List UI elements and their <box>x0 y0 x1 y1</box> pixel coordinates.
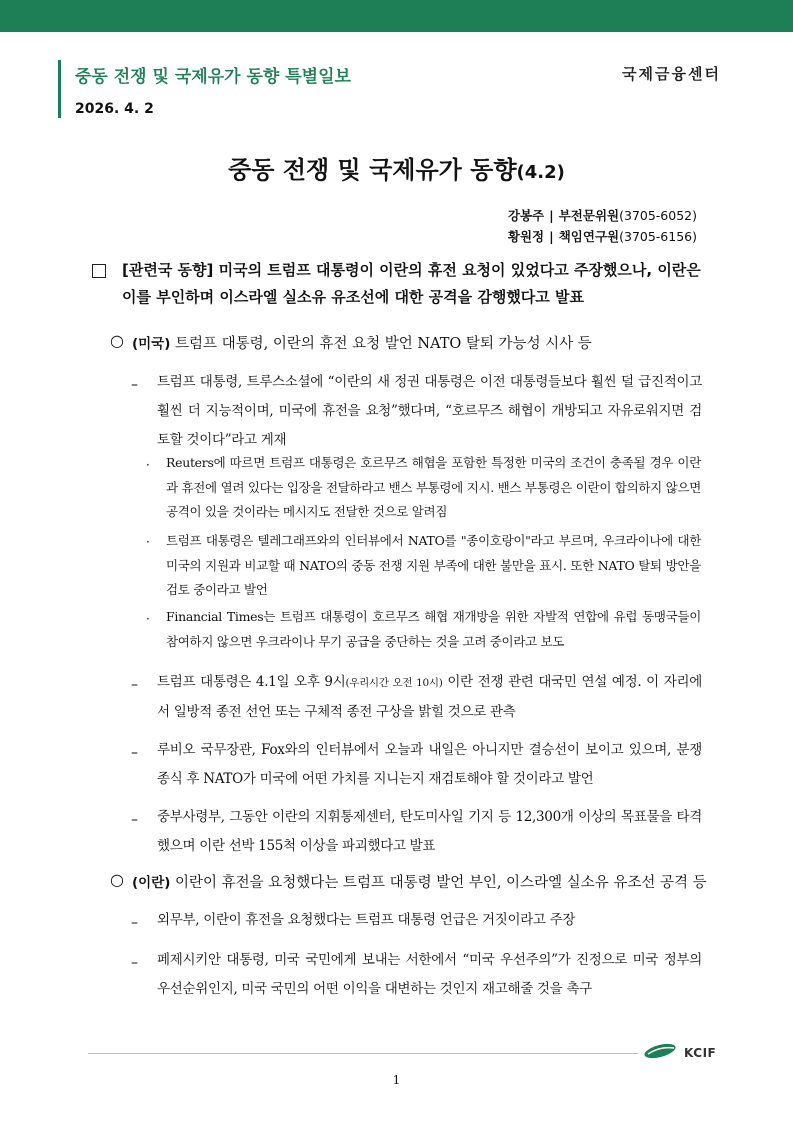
author-phone: (3705-6156) <box>619 229 697 244</box>
page-number: 1 <box>392 1073 401 1087</box>
author-role: 책임연구원 <box>558 229 620 244</box>
section-tag: (이란) <box>132 875 171 891</box>
author-phone: (3705-6052) <box>619 208 697 223</box>
section-heading-iran <box>132 871 707 892</box>
author-line <box>508 205 697 226</box>
list-item: 외무부, 이란이 휴전을 요청했다는 트럼프 대통령 언급은 거짓이라고 주장 <box>157 912 576 928</box>
lead-summary: [관련국 동향] 미국의 트럼프 대통령이 이란의 휴전 요청이 있었다고 주장했으나, 이란은 이를 부인하며 이스라엘 실소유 유조선에 대한 공격을 감행했다고 발표 <box>122 261 701 306</box>
list-item-text: 트럼프 대통령은 4.1일 오후 9시 <box>157 674 346 690</box>
list-item: 루비오 국무장관, Fox와의 인터뷰에서 오늘과 내일은 아니지만 결승선이 보이고 있으며, 분쟁 종식 후 NATO가 미국에 어떤 가치를 지니는지 재검토해야 할 것이라고 발언 <box>157 742 702 787</box>
sub-list-item: Reuters에 따르면 트럼프 대통령은 호르무즈 해협을 포함한 특정한 미국의 조건이 충족될 경우 이란과 휴전에 열려 있다는 입장을 전달하라고 밴스 부통령에 지시. 밴스 부통령은 이란이 합의하지 않으면 공격이 있을 것이라는 메시지도 전달한 것으로 알려짐 <box>166 455 701 519</box>
author-role: 부전문위원 <box>558 208 620 223</box>
kcif-logo-icon <box>642 1042 678 1064</box>
author-name: 황원정 <box>507 229 545 244</box>
dash-bullet-icon: – <box>131 377 138 393</box>
document-title <box>0 150 793 185</box>
report-series-title: 중동 전쟁 및 국제유가 동향 특별일보 <box>75 67 351 87</box>
dash-bullet-icon: – <box>131 812 138 828</box>
report-date: 2026. 4. 2 <box>75 101 154 117</box>
square-bullet-icon <box>92 264 106 278</box>
list-item: 페제시키안 대통령, 미국 국민에게 보내는 서한에서 “미국 우선주의”가 진정으로 미국 정부의 우선순위인지, 미국 국민의 어떤 이익을 대변하는 것인지 재고해줄 것을 촉구 <box>157 952 702 997</box>
organization-name: 국제금융센터 <box>622 65 721 83</box>
top-color-bar <box>0 0 793 32</box>
sub-list-item: Financial Times는 트럼프 대통령이 호르무즈 해협 재개방을 위한 자발적 연합에 유럽 동맹국들이 참여하지 않으면 우크라이나 무기 공급을 중단하는 것을 고려 중이라고 보도 <box>166 609 701 649</box>
dash-bullet-icon: – <box>131 745 138 761</box>
dash-bullet-icon: – <box>131 677 138 693</box>
list-item-small-note: (우리시간 오전 10시) <box>345 677 443 689</box>
dot-bullet-icon: · <box>146 535 150 549</box>
section-tag: (미국) <box>132 336 171 352</box>
report-header <box>58 60 351 118</box>
footer-divider <box>88 1053 638 1054</box>
section-heading-usa <box>132 332 592 353</box>
section-heading-text: 트럼프 대통령, 이란의 휴전 요청 발언 NATO 탈퇴 가능성 시사 등 <box>170 336 592 352</box>
dot-bullet-icon: · <box>146 458 150 472</box>
author-separator: | <box>549 208 554 223</box>
circle-bullet-icon: ○ <box>110 870 124 889</box>
authors-block <box>508 205 697 247</box>
list-item-text: 이란 전쟁 관련 대국민 연설 예정. 이 자리에서 일방적 종전 선언 또는 구체적 종전 구상을 밝힐 것으로 관측 <box>157 674 702 720</box>
footer-logo-text: KCIF <box>684 1046 717 1060</box>
document-title-date: (4.2) <box>516 162 565 183</box>
document-title-text: 중동 전쟁 및 국제유가 동향 <box>228 156 517 184</box>
dash-bullet-icon: – <box>131 915 138 931</box>
author-name: 강봉주 <box>507 208 545 223</box>
circle-bullet-icon: ○ <box>110 331 124 350</box>
section-heading-text: 이란이 휴전을 요청했다는 트럼프 대통령 발언 부인, 이스라엘 실소유 유조선 공격 등 <box>170 875 707 891</box>
list-item <box>157 668 702 727</box>
dash-bullet-icon: – <box>131 955 138 971</box>
list-item: 트럼프 대통령, 트루스소셜에 “이란의 새 정권 대통령은 이전 대통령들보다 훨씬 덜 급진적이고 훨씬 더 지능적이며, 미국에 휴전을 요청”했다며, “호르무즈 해협이 개방되고 자유로워지면 검토할 것이다”라고 게재 <box>157 374 702 448</box>
author-line <box>508 226 697 247</box>
author-separator: | <box>549 229 554 244</box>
list-item: 중부사령부, 그동안 이란의 지휘통제센터, 탄도미사일 기지 등 12,300개 이상의 목표물을 타격했으며 이란 선박 155척 이상을 파괴했다고 발표 <box>157 809 702 854</box>
sub-list-item: 트럼프 대통령은 텔레그래프와의 인터뷰에서 NATO를 "종이호랑이"라고 부르며, 우크라이나에 대한 미국의 지원과 비교할 때 NATO의 중동 전쟁 지원 부족에 대한 불만을 표시. 또한 NATO 탈퇴 방안을 검토 중이라고 발언 <box>166 533 701 597</box>
dot-bullet-icon: · <box>146 612 150 626</box>
